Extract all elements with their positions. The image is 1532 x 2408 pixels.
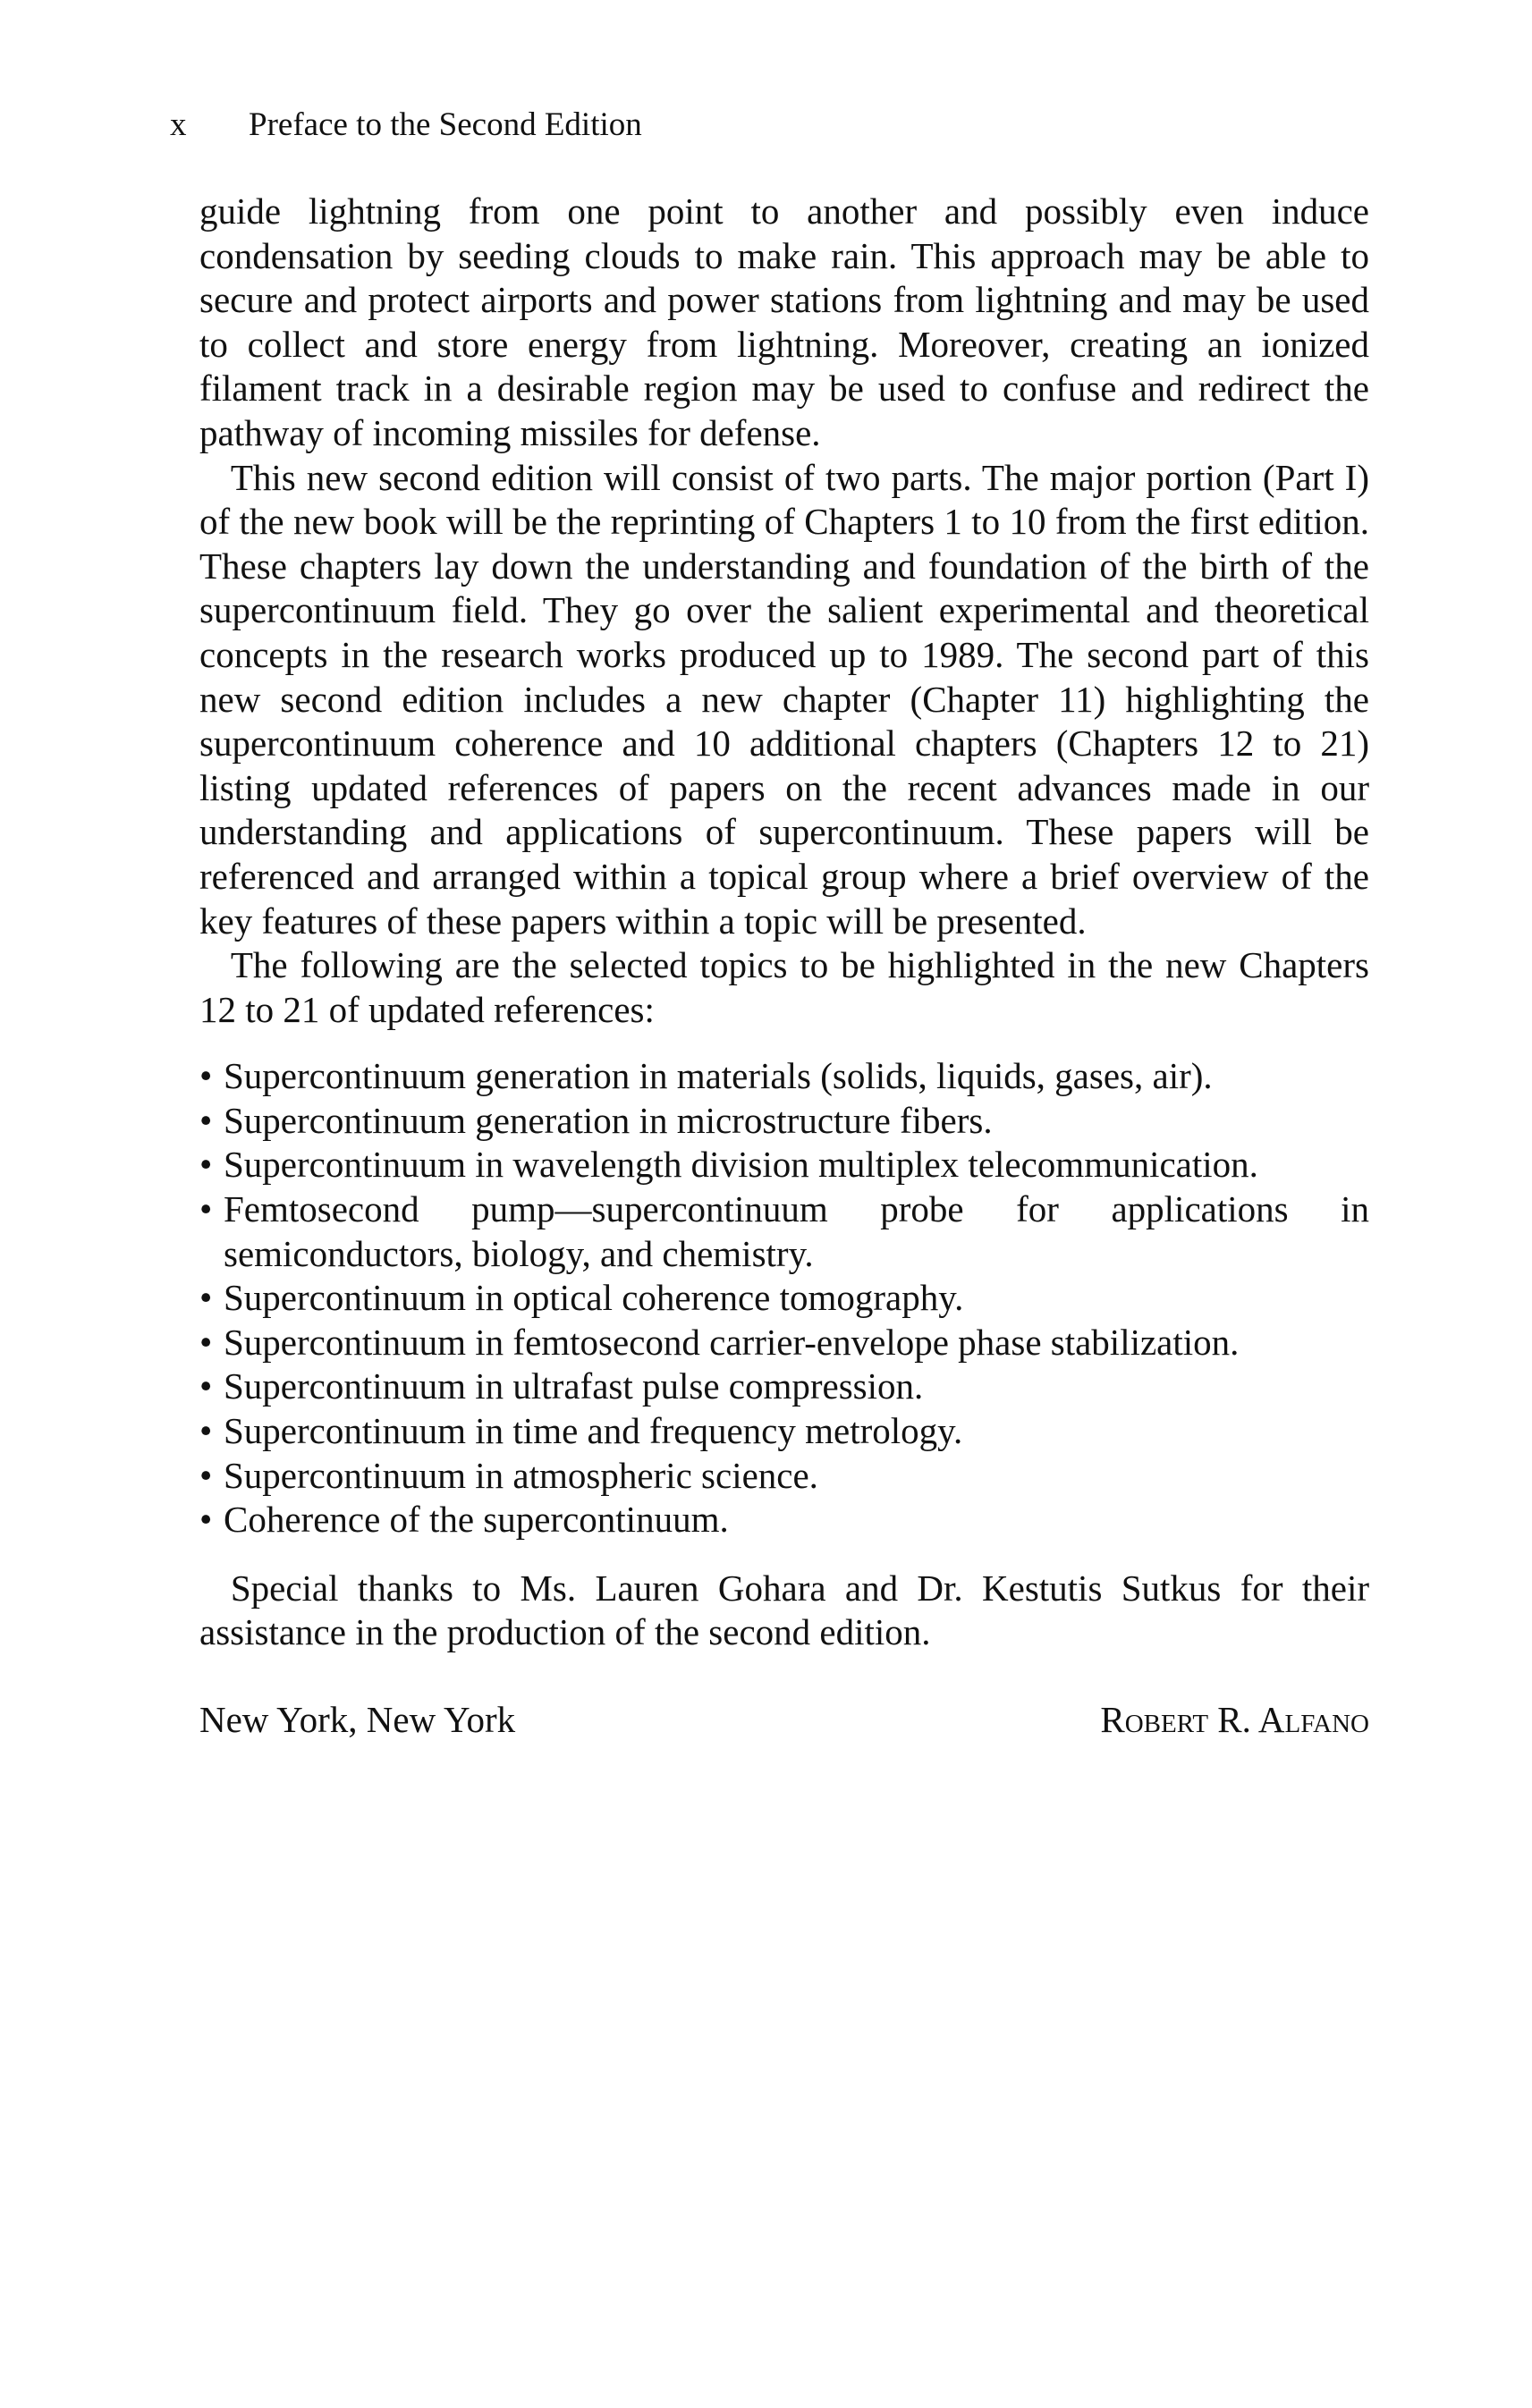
bullet-icon: • (199, 1099, 213, 1141)
bullet-icon: • (199, 1321, 213, 1363)
paragraph-continued: guide lightning from one point to another and possibly even induce condensation by seeding clouds to make rain. This approach may be able to secure and protect airports and power stations from lightning and may be used to collect and store energy from lightning. Moreover, creating an ionized filament track in a desirable region may be used to confuse and redirect the pathway of incoming missiles for defense. (199, 190, 1369, 453)
list-item: • Coherence of the supercontinuum. (199, 1498, 1369, 1542)
paragraph-topics-intro: The following are the selected topics to be highlighted in the new Chapters 12 to 21 of updated references: (199, 944, 1369, 1030)
bullet-icon: • (199, 1365, 213, 1407)
signoff (199, 1698, 1369, 1743)
list-item: • Supercontinuum in wavelength division multiplex telecommunication. (199, 1143, 1369, 1187)
bullet-icon: • (199, 1410, 213, 1452)
signoff-place: New York, New York (199, 1699, 516, 1740)
running-header (170, 106, 642, 145)
list-item: • Supercontinuum in ultrafast pulse compression. (199, 1365, 1369, 1409)
topics-list (199, 1054, 1369, 1542)
list-item: • Supercontinuum generation in microstructure fibers. (199, 1099, 1369, 1144)
acknowledgment: Special thanks to Ms. Lauren Gohara and Dr. Kestutis Sutkus for their assistance in the production of the second edition. (199, 1567, 1369, 1653)
list-item: • Supercontinuum in femtosecond carrier-envelope phase stabilization. (199, 1321, 1369, 1365)
author-name: Robert R. Alfano (1100, 1699, 1369, 1740)
bullet-icon: • (199, 1055, 213, 1097)
page-body (199, 190, 1369, 1743)
bullet-icon: • (199, 1454, 213, 1496)
running-title: Preface to the Second Edition (249, 106, 642, 143)
list-item: • Supercontinuum in atmospheric science. (199, 1454, 1369, 1499)
page-number: x (170, 106, 187, 143)
list-item: • Supercontinuum generation in materials (solids, liquids, gases, air). (199, 1054, 1369, 1099)
list-item: • Supercontinuum in time and frequency metrology. (199, 1409, 1369, 1454)
list-item: • Supercontinuum in optical coherence tomography. (199, 1276, 1369, 1321)
bullet-icon: • (199, 1499, 213, 1541)
bullet-icon: • (199, 1188, 213, 1230)
bullet-icon: • (199, 1277, 213, 1319)
bullet-icon: • (199, 1144, 213, 1186)
paragraph-edition-structure: This new second edition will consist of two parts. The major portion (Part I) of the new book will be the reprinting of Chapters 1 to 10 from the first edition. These chapters lay down the understanding and foundation of the birth of the supercontinuum field. They go over the salient experimental and theoretical concepts in the research works produced up to 1989. The second part of this new second edition includes a new chapter (Chapter 11) highlighting the supercontinuum coherence and 10 additional chapters (Chapters 12 to 21) listing updated references of papers on the recent advances made in our understanding and applications of supercontinuum. These papers will be referenced and arranged within a topical group where a brief overview of the key features of these papers within a topic will be presented. (199, 456, 1369, 942)
list-item: • Femtosecond pump—supercontinuum probe for applications in semiconductors, biology, and chemistry. (199, 1188, 1369, 1274)
